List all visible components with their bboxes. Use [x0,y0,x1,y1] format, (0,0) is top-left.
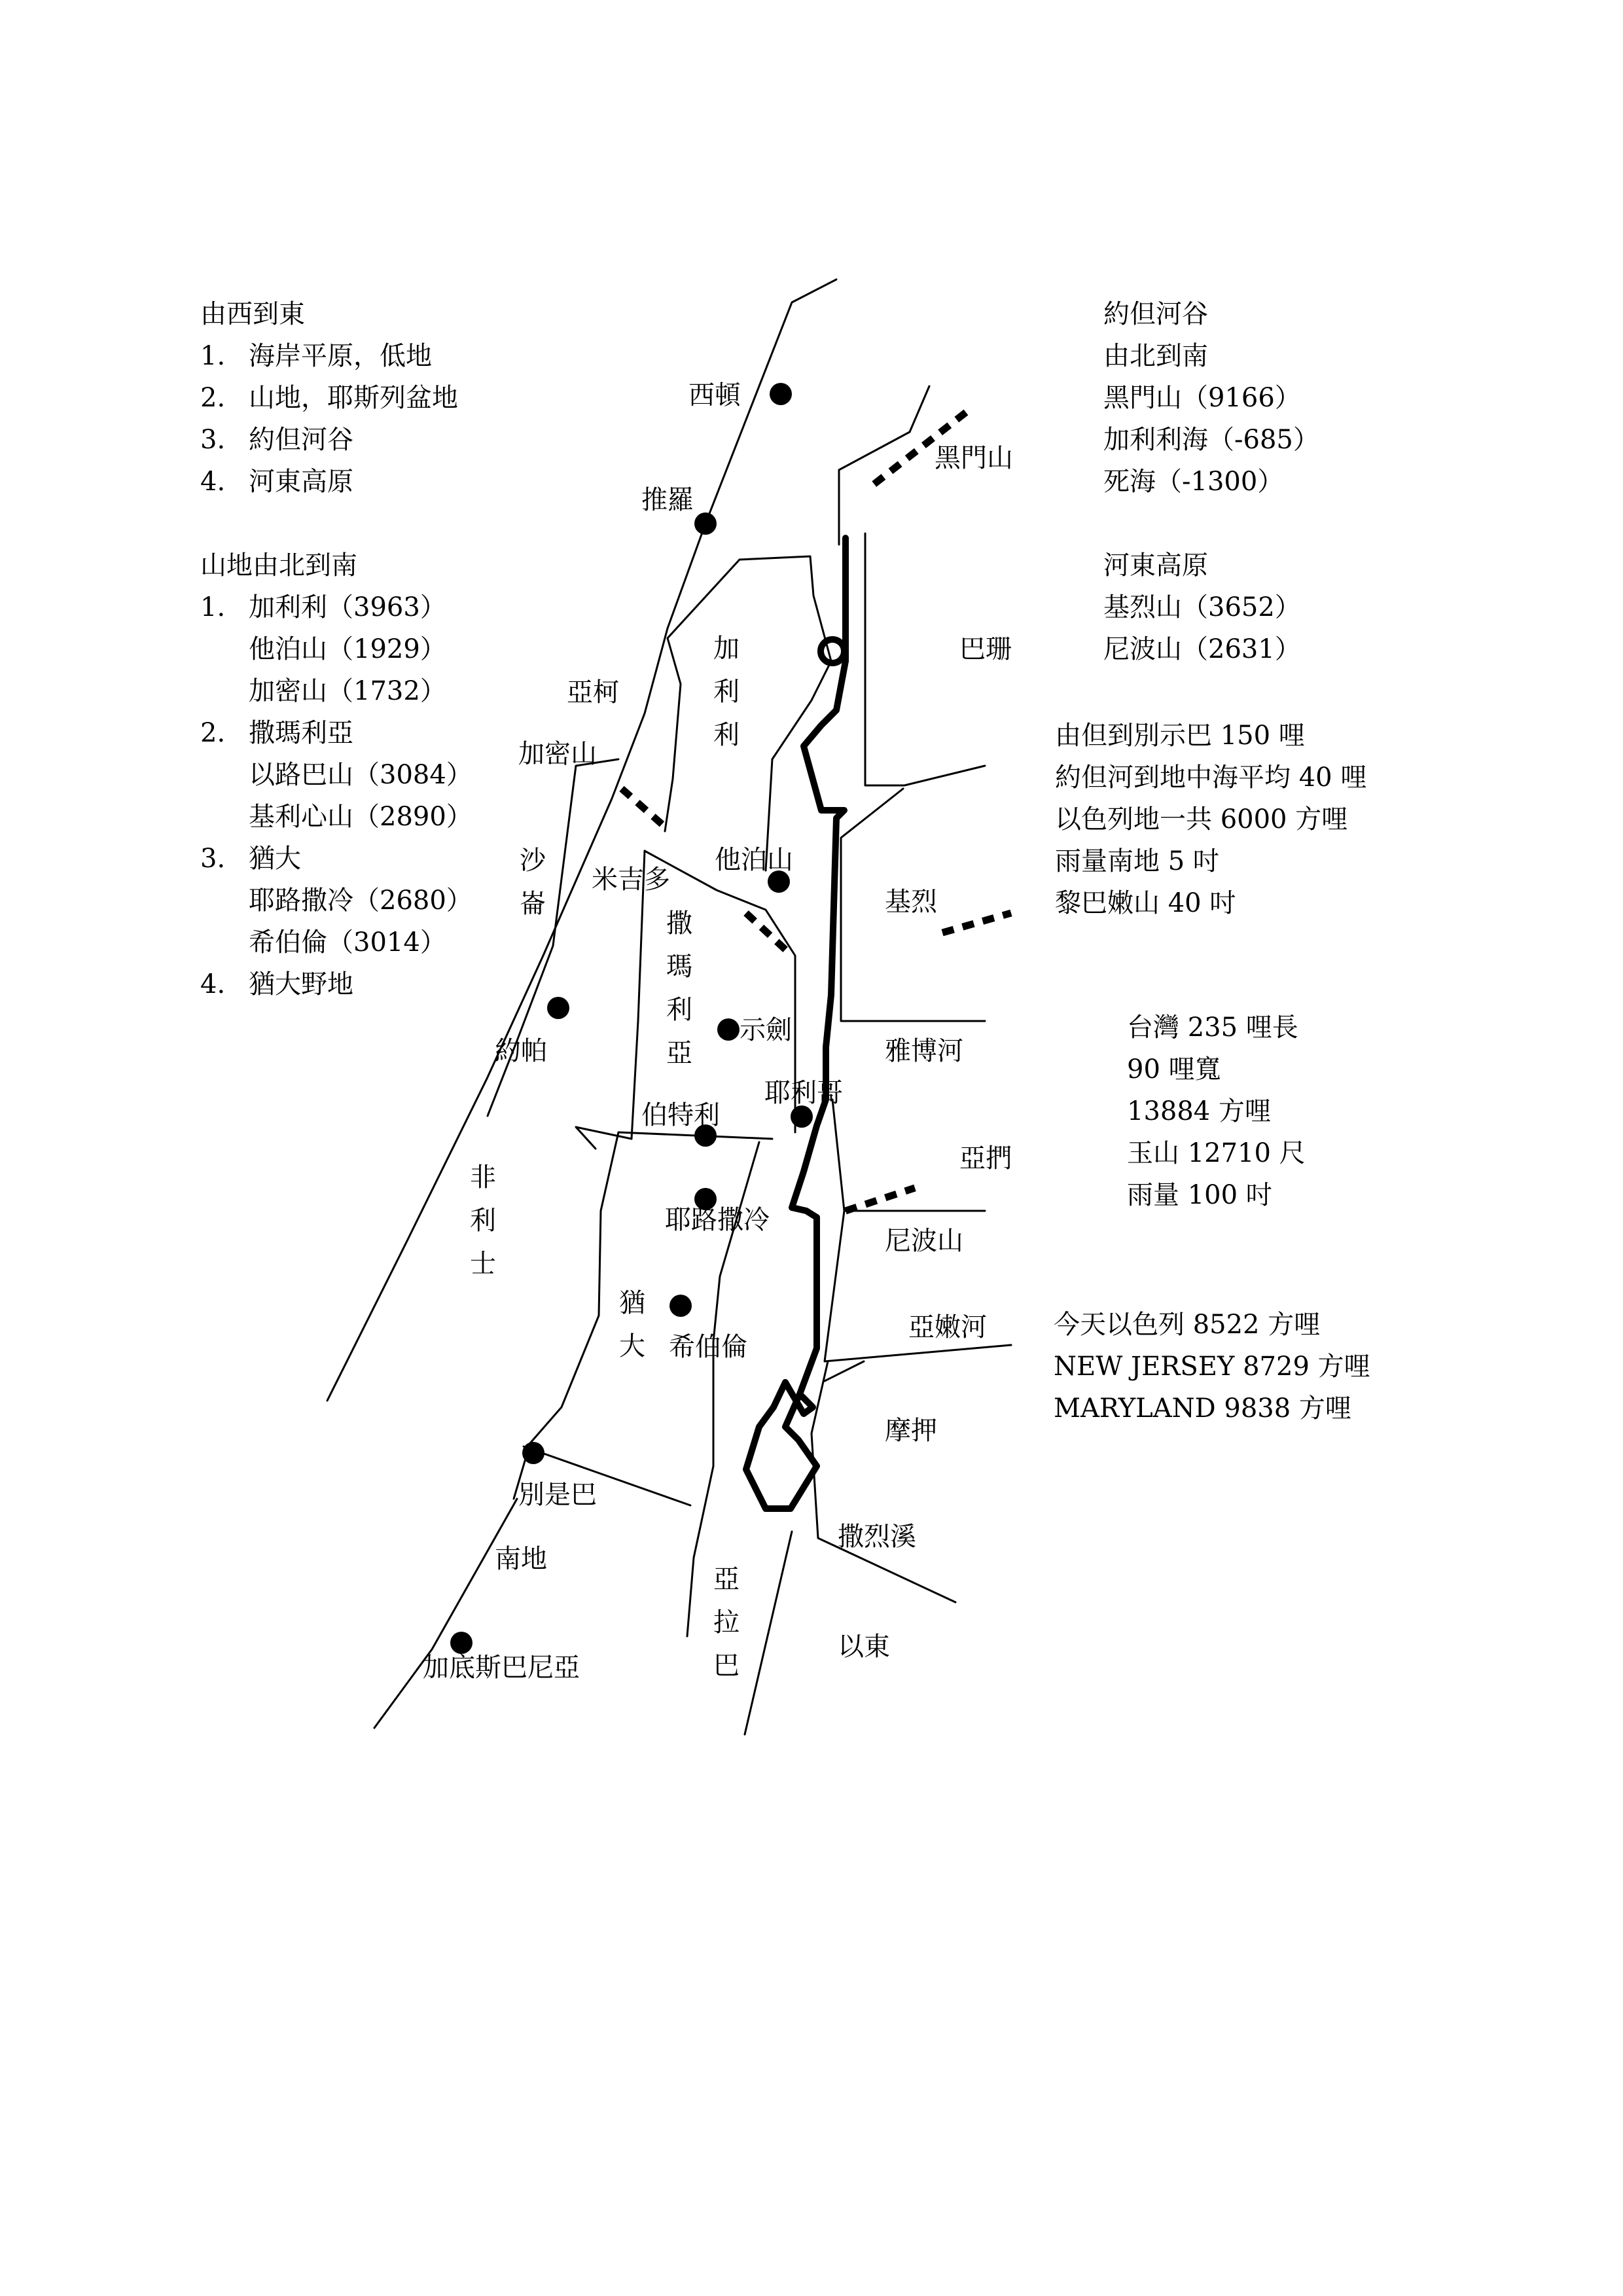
beersheba-dot [522,1442,544,1464]
tyre-dot [694,512,717,535]
label-hermon: 黑門山 [935,443,1013,473]
jordan-river [792,661,846,1217]
carmel-dashes [622,789,666,828]
dimension-line: 雨量南地 5 吋 [1055,846,1219,876]
dimension-line: 約但河到地中海平均 40 哩 [1055,762,1367,793]
label-shechem: 示劍 [740,1015,792,1045]
label-sidon: 西頓 [688,380,741,410]
label-zered: 撒烈溪 [838,1522,916,1552]
label-judah-vertical: 猶 大 [619,1288,645,1361]
label-carmel: 加密山 [518,739,597,769]
mountains-heading: 山地由北到南 [200,550,357,581]
label-negev: 南地 [495,1544,547,1574]
mountain-item: 耶路撒冷（2680） [249,886,473,916]
label-jerusalem: 耶路撒冷 [665,1205,770,1235]
label-tabor: 他泊山 [715,845,793,875]
label-moab: 摩押 [885,1416,937,1446]
region-item: 3. 約但河谷 [200,425,353,455]
taiwan-line: 台灣 235 哩長 [1127,1013,1298,1043]
valley-line: 加利利海（-685） [1103,425,1319,455]
regions-heading: 由西到東 [200,299,305,329]
dimension-line: 黎巴嫩山 40 吋 [1055,888,1236,918]
label-arnon: 亞嫩河 [908,1312,987,1342]
label-jabbok: 雅博河 [885,1036,963,1066]
compare-line: MARYLAND 9838 方哩 [1054,1393,1351,1424]
mountain-item: 希伯倫（3014） [249,927,446,958]
label-jericho: 耶利哥 [764,1078,843,1108]
taiwan-line: 玉山 12710 尺 [1127,1138,1306,1168]
dimension-line: 由但到別示巴 150 哩 [1055,721,1305,751]
label-philistia-vertical: 非 利 士 [470,1162,496,1279]
label-nebo: 尼波山 [885,1226,963,1256]
label-arabah-vertical: 亞 拉 巴 [713,1564,740,1681]
region-item: 4. 河東高原 [200,467,353,497]
label-kadesh: 加底斯巴尼亞 [423,1653,580,1683]
label-megiddo: 米吉多 [592,865,670,895]
dimension-line: 以色列地一共 6000 方哩 [1055,804,1348,834]
mountain-item: 基利心山（2890） [249,802,473,832]
samaria-dashes [746,913,792,956]
label-gilead: 基烈 [885,887,937,917]
label-sharon-vertical: 沙 崙 [520,846,546,919]
region-item: 1. 海岸平原，低地 [200,341,432,371]
shechem-dot [717,1018,740,1041]
transjordan-line: 基烈山（3652） [1103,592,1301,622]
edom-boundary [825,1361,864,1381]
transjordan-line: 河東高原 [1103,550,1208,581]
label-bashan: 巴珊 [959,634,1012,664]
valley-line: 由北到南 [1103,341,1208,371]
negev-south [374,1499,517,1728]
mountain-item: 2. 撒瑪利亞 [200,718,353,748]
samaria-west [576,851,645,1149]
taiwan-line: 90 哩寬 [1127,1054,1221,1085]
label-ammon: 亞捫 [959,1143,1012,1174]
taiwan-line: 雨量 100 吋 [1127,1180,1272,1210]
jericho-dot [791,1105,813,1128]
label-acco: 亞柯 [567,677,619,708]
region-item: 2. 山地，耶斯列盆地 [200,383,458,413]
hebron-dot [669,1295,692,1317]
kadesh-dot [450,1632,473,1654]
label-samaria-vertical: 撒 瑪 利 亞 [666,908,692,1068]
arnon-boundary [812,1361,955,1602]
mountain-item: 加密山（1732） [249,676,446,706]
valley-line: 黑門山（9166） [1103,383,1301,413]
label-beersheba: 別是巴 [518,1480,597,1510]
hermon-ridge [839,386,929,545]
compare-line: 今天以色列 8522 方哩 [1054,1310,1321,1340]
joppa-dot [547,997,569,1019]
label-joppa: 約帕 [495,1036,547,1066]
valley-line: 死海（-1300） [1103,467,1284,497]
compare-line: NEW JERSEY 8729 方哩 [1054,1352,1370,1382]
label-hebron: 希伯倫 [669,1332,747,1362]
mountain-item: 他泊山（1929） [249,634,446,664]
mountain-item: 1. 加利利（3963） [200,592,446,622]
galilee-boundary [740,556,831,870]
sidon-dot [770,383,792,405]
valley-line: 約但河谷 [1103,299,1208,329]
transjordan-line: 尼波山（2631） [1103,634,1301,664]
sea-of-galilee [821,639,844,663]
ammon-dashes [846,1188,915,1211]
gilead-dashes [942,913,1011,933]
label-tyre: 推羅 [641,485,694,515]
dead-sea [746,1217,817,1509]
label-bethel: 伯特利 [641,1100,720,1130]
mountain-item: 以路巴山（3084） [249,760,473,790]
taiwan-line: 13884 方哩 [1127,1096,1271,1126]
mountain-item: 4. 猶大野地 [200,969,353,999]
label-galilee-vertical: 加 利 利 [713,634,740,750]
mountain-item: 3. 猶大 [200,844,301,874]
label-edom: 以東 [838,1632,890,1662]
arabah-line [745,1532,792,1734]
